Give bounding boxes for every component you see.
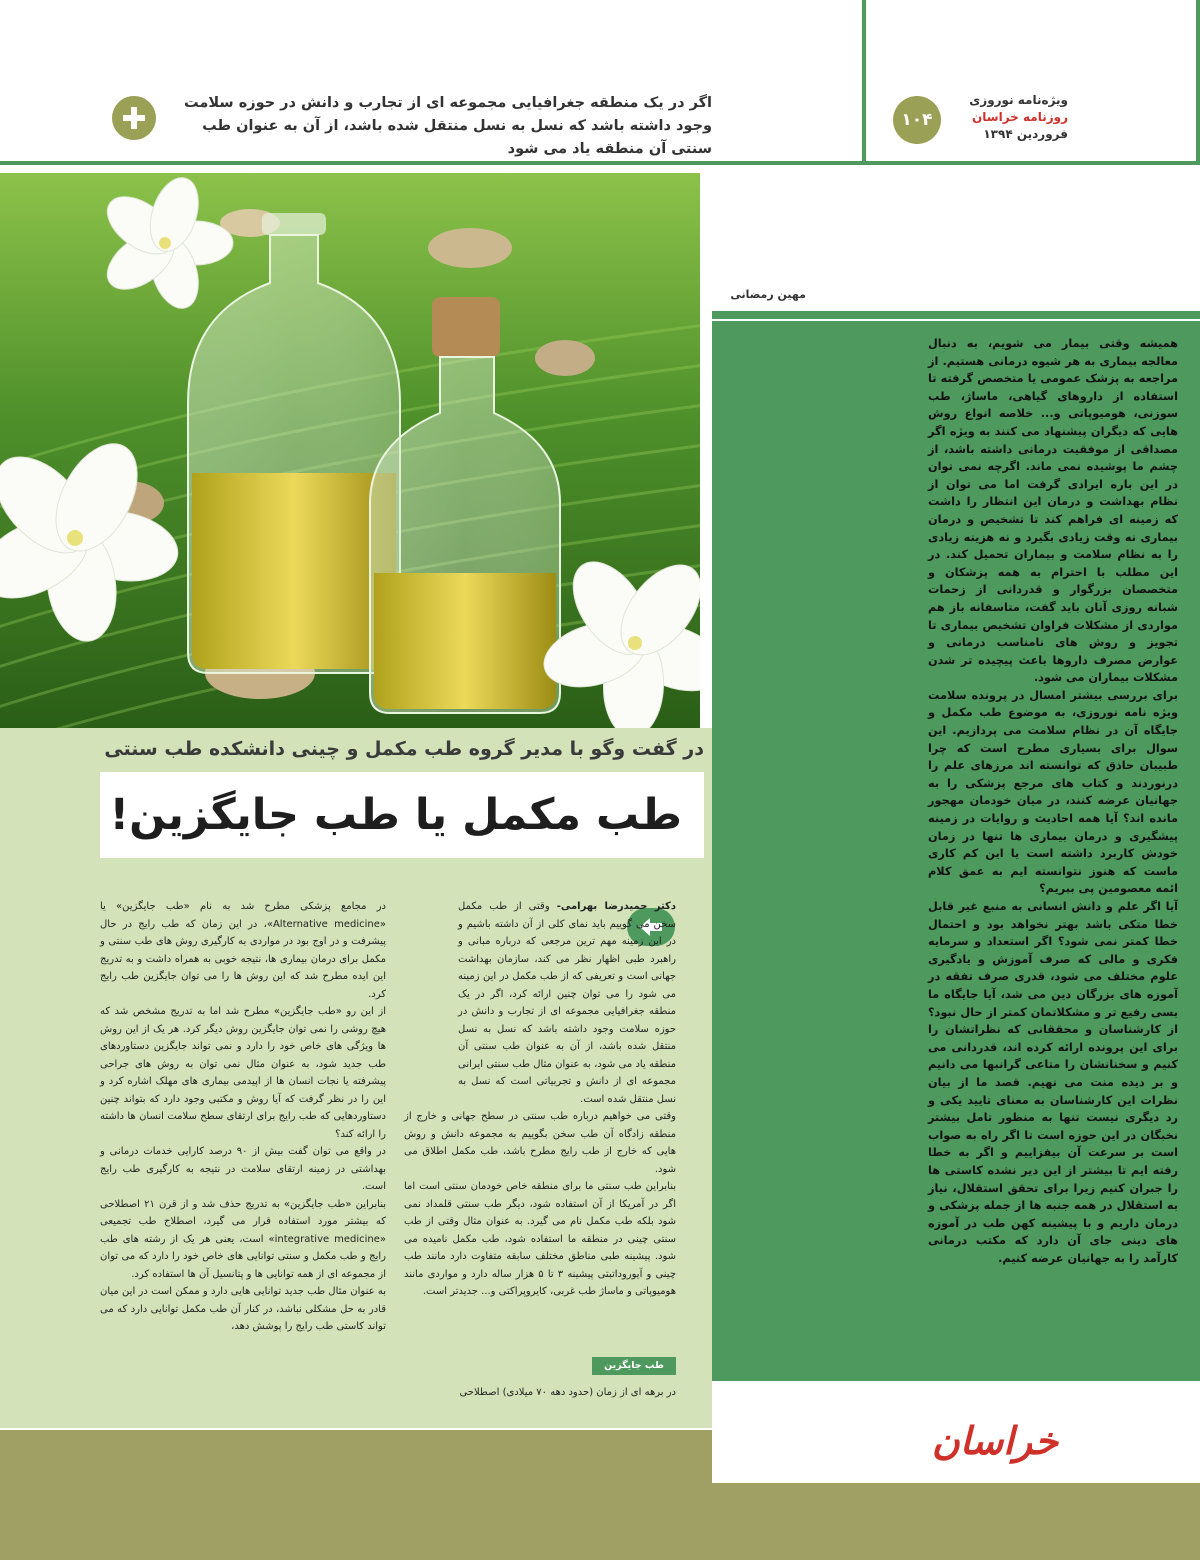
- issue-date: فروردین ۱۳۹۴: [983, 127, 1068, 141]
- plus-icon[interactable]: [112, 96, 156, 140]
- editorial-text: [928, 335, 1178, 1267]
- editorial-paragraph: برای بررسی بیشتر امسال در پرونده سلامت ویژه نامه نوروزی، به موضوع طب مکمل و جایگاه آن در نظام سلامت می پردازیم. این سوال برای بسیاری مطرح است که چرا طبیبان حاذق که توانسته اند مرزهای علم را درنوردند و کتاب های مرجع پزشکی را به جهانیان عرضه کنند، در میان خودمان مهجور مانده اند؟ آیا همه احادیث و روایات در زمینه پیشگیری و درمان بیماری ها تنها در زمان خودش کاربرد داشته است یا این کم کاری ماست که هنوز نتوانسته ایم به عمق کلام ائمه معصومین پی ببریم؟: [928, 688, 1178, 896]
- editorial-paragraph: همیشه وقتی بیمار می شویم، به دنبال معالجه بیماری به هر شیوه درمانی هستیم. از مراجعه به پزشک عمومی یا متخصص گرفته تا استفاده از داروهای گیاهی، ماساژ، طب سوزنی، هومیوپاتی و... خلاصه انواع روش هایی که دیگران پیشنهاد می کنند به ویژه اگر مصداقی از موفقیت درمانی داشته باشد، از چشم ما پوشیده نمی ماند. اگرچه نمی توان در این باره ایرادی گرفت اما می توان از نظام بهداشت و درمان این انتظار را داشت که زمینه ای فراهم کند تا تشخیص و درمان بیماری نه وقت زیادی بگیرد و نه هزینه زیادی را به نظام سلامت و بیماران تحمیل کند. در این مطلب با احترام به همه پزشکان و متخصصان بزرگوار و قدردانی از زحمات شبانه روزی آنان باید گفت، متاسفانه باز هم مواردی از مشکلات فراوان تشخیص بیماری تا تجویز و روش های نامناسب درمانی و عوارض مصرف داروها باعث پیچیده تر شدن مشکلات بیماران می شود.: [928, 337, 1178, 685]
- article-column-left: [100, 898, 386, 1336]
- article-title: طب مکمل یا طب جایگزین!: [109, 790, 682, 840]
- byline-rule: [712, 311, 1200, 319]
- oil-bottles-flowers-photo: [0, 173, 700, 728]
- article-paragraph: [404, 898, 676, 1108]
- article-paragraph: در مجامع پزشکی مطرح شد به نام «طب جایگزین» یا «Alternative medicine»، در این زمان که طب رایج در حال پیشرفت و در اوج بود در مواردی به کارگیری روش های طب سنتی و مکمل برای درمان بیماری ها، نتیجه خوبی به همراه داشت و به تدریج این ایده مطرح شد که این روش ها را می توان جایگزین طب رایج کرد.: [100, 901, 386, 1000]
- editorial-paragraph: آیا اگر علم و دانش انسانی به منبع غیر قابل خطا متکی باشد بهتر نخواهد بود و احتمال خطا کمتر نمی شود؟ اگر استعداد و سرمایه فکری و مالی که صرف آموزش و یادگیری علوم مختلف می شود، قدری صرف تفقه در آموزه های بزرگان دین می شد، آیا جایگاه ما بسی رفیع تر و مشکلاتمان کمتر از حال نبود؟ از کارشناسان و محققانی که نظراتشان را برای این پرونده ارائه کرده اند، قدردانی می کنیم و سخنانشان را متاعی گرانبها می دانیم و بر دیده منت می نهیم. قصد ما از بیان نظرات این کارشناسان به معنای تایید یکی و رد دیگری نیست تنها به منظور تامل بیشتر نخبگان در این حوزه است تا اگر راه به صواب است بر سرعت آن بیفزاییم و اگر به خطا رفته ایم تا بیشتر از این دیر نشده کاستی ها را جبران کنیم زیرا برای تحقق استقلال، نیاز به استقلال در همه جنبه ها از جمله پزشکی و درمان داریم و با پیشینه کهن طب در آموزه های دینی جای آن دارد که مکتب درمانی کارآمد را به جهانیان عرضه کنیم.: [928, 900, 1178, 1265]
- article-paragraph: وقتی می خواهیم درباره طب سنتی در سطح جهانی و خارج از منطقه زادگاه آن طب سخن بگوییم به مجموعه دانش و روش هایی که خارج از طب رایج مطرح باشد، طب مکمل اطلاق می شود.: [404, 1111, 676, 1175]
- section-subhead: طب جایگزین: [592, 1357, 676, 1375]
- header-rule: [0, 161, 1200, 165]
- series-title: ویژه‌نامه نوروزی: [969, 93, 1068, 107]
- article-paragraph: بنابراین «طب جایگزین» به تدریج حذف شد و از قرن ۲۱ اصطلاحی که بیشتر مورد استفاده قرار می گیرد، اصطلاح طب تجمیعی «integrative medicine» است، یعنی هر یک از رشته های طب رایج و طب مکمل و سنتی توانایی های خاص خود را دارد که می توان از مجموعه ای از همه توانایی ها و پتانسیل آن ها استفاده کرد.: [100, 1198, 387, 1280]
- editorial-column: [712, 321, 1200, 1381]
- article-paragraph: در واقع می توان گفت بیش از ۹۰ درصد کارایی خدمات درمانی و بهداشتی در زمینه ارتقای سلامت در نتیجه به کارگیری طب رایج است.: [100, 1146, 386, 1192]
- article-paragraph: به عنوان مثال طب جدید توانایی هایی دارد و ممکن است در این میان قادر به حل مشکلی نباشد، در کنار آن طب مکمل توانایی دارد که می تواند کاستی طب رایج را پوشش دهد،: [100, 1286, 386, 1332]
- issue-meta: [948, 92, 1068, 143]
- author-byline: مهین رمضانی: [730, 288, 806, 301]
- page-number-badge: ۱۰۴: [893, 96, 941, 144]
- header-edge-line: [1196, 0, 1200, 163]
- newspaper-logo: خراسان: [931, 1418, 1059, 1463]
- header-divider: [862, 0, 866, 163]
- article-column-middle-tail: در برهه ای از زمان (حدود دهه ۷۰ میلادی) اصطلاحی: [459, 1387, 676, 1398]
- article-paragraph: بنابراین طب سنتی ما برای منطقه خاص خودمان سنتی است اما اگر در آمریکا از آن استفاده شود، دیگر طب سنتی قلمداد نمی شود بلکه طب مکمل نام می گیرد. به عنوان مثال وقتی از طب سنتی چینی در منطقه ما استفاده شود، طب مکمل نامیده می شود. پیشینه طبی مناطق مختلف سابقه متفاوت دارد مانند طب چینی و آیوروداتبتی پیشینه ۳ تا ۵ هزار ساله دارد و مواردی مانند هومیوپاتی و ماساژ طب غربی، کایروپراکتی و... جدیدتر است.: [404, 1181, 677, 1297]
- header-intro-text: اگر در یک منطقه جغرافیایی مجموعه ای از تجارب و دانش در حوزه سلامت وجود داشته باشد که نسل به نسل منتقل شده باشد، از آن به عنوان طب سنتی آن منطقه یاد می شود: [184, 95, 712, 157]
- newspaper-name: روزنامه خراسان: [972, 110, 1068, 124]
- article-paragraph: از این رو «طب جایگزین» مطرح شد اما به تدریج مشخص شد که هیچ روشی را نمی توان جایگزین روش دیگر کرد. هر یک از این روش ها ویژگی های خاص خود را دارد و نمی تواند جایگزین دستاوردهای طب جدید شود، به عنوان مثال نمی توان به روش های جراحی پیشرفته یا نجات انسان ها از اپیدمی بیماری های مهلک اشاره کرد و این را در نظر گرفت که آیا روش و مکتبی وجود دارد که بتواند چنین دستاوردهایی که طب رایج برای ارتقای سطح سلامت انسان ها داشته را ارائه کند؟: [100, 1006, 386, 1140]
- article-column-middle: [404, 898, 676, 1301]
- interviewee-name: دکتر حمیدرضا بهرامی-: [556, 901, 676, 912]
- paragraph-text: وقتی از طب مکمل سخن می گوییم باید نمای کلی از آن داشته باشیم و در این زمینه مهم ترین مرجعی که درباره مبانی و راهبرد طبی اظهار نظر می کند، سازمان بهداشت جهانی است و تعریفی که از طب مکمل در این زمینه می شود را می توان چنین ارائه کرد، اگر در یک منطقه جغرافیایی مجموعه ای از تجارب و دانش در حوزه سلامت وجود داشته باشد که نسل به نسل منتقل شده باشد، از آن به عنوان طب سنتی آن منطقه یاد می شود، به عنوان مثال طب سنتی ایرانی مجموعه ای از دانش و تجربیاتی است که نسل به نسل منتقل شده است.: [458, 901, 676, 1105]
- article-kicker: در گفت وگو با مدیر گروه طب مکمل و چینی دانشکده طب سنتی: [104, 738, 704, 760]
